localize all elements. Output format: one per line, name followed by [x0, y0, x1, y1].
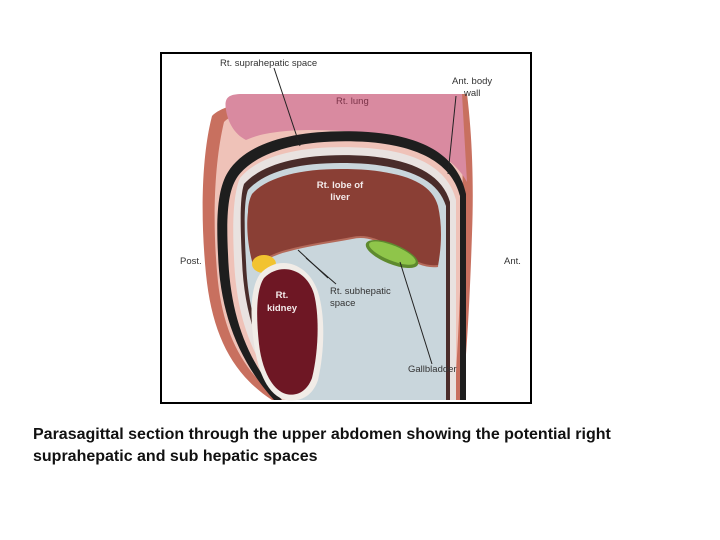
label-rt-subhepatic-space-1: Rt. subhepatic [330, 286, 391, 297]
figure-caption: Parasagittal section through the upper abdomen showing the potential right suprahepatic and sub hepatic spaces [33, 426, 611, 465]
label-gallbladder: Gallbladder [408, 364, 457, 375]
label-rt-subhepatic-space-2: space [330, 298, 356, 309]
label-rt-kidney-2: kidney [266, 303, 298, 314]
label-rt-lobe-of-liver-2: liver [330, 192, 350, 203]
label-rt-lobe-of-liver-1: Rt. lobe of [316, 180, 364, 191]
label-ant-body-wall-2: wall [464, 88, 481, 99]
label-ant-body-wall-1: Ant. body [452, 76, 493, 87]
label-ant: Ant. [504, 256, 521, 267]
label-post: Post. [180, 256, 202, 267]
label-rt-suprahepatic-space: Rt. suprahepatic space [220, 58, 318, 69]
anatomy-figure [160, 52, 532, 404]
label-rt-kidney-1: Rt. [275, 290, 289, 301]
label-rt-lung: Rt. lung [336, 96, 369, 107]
